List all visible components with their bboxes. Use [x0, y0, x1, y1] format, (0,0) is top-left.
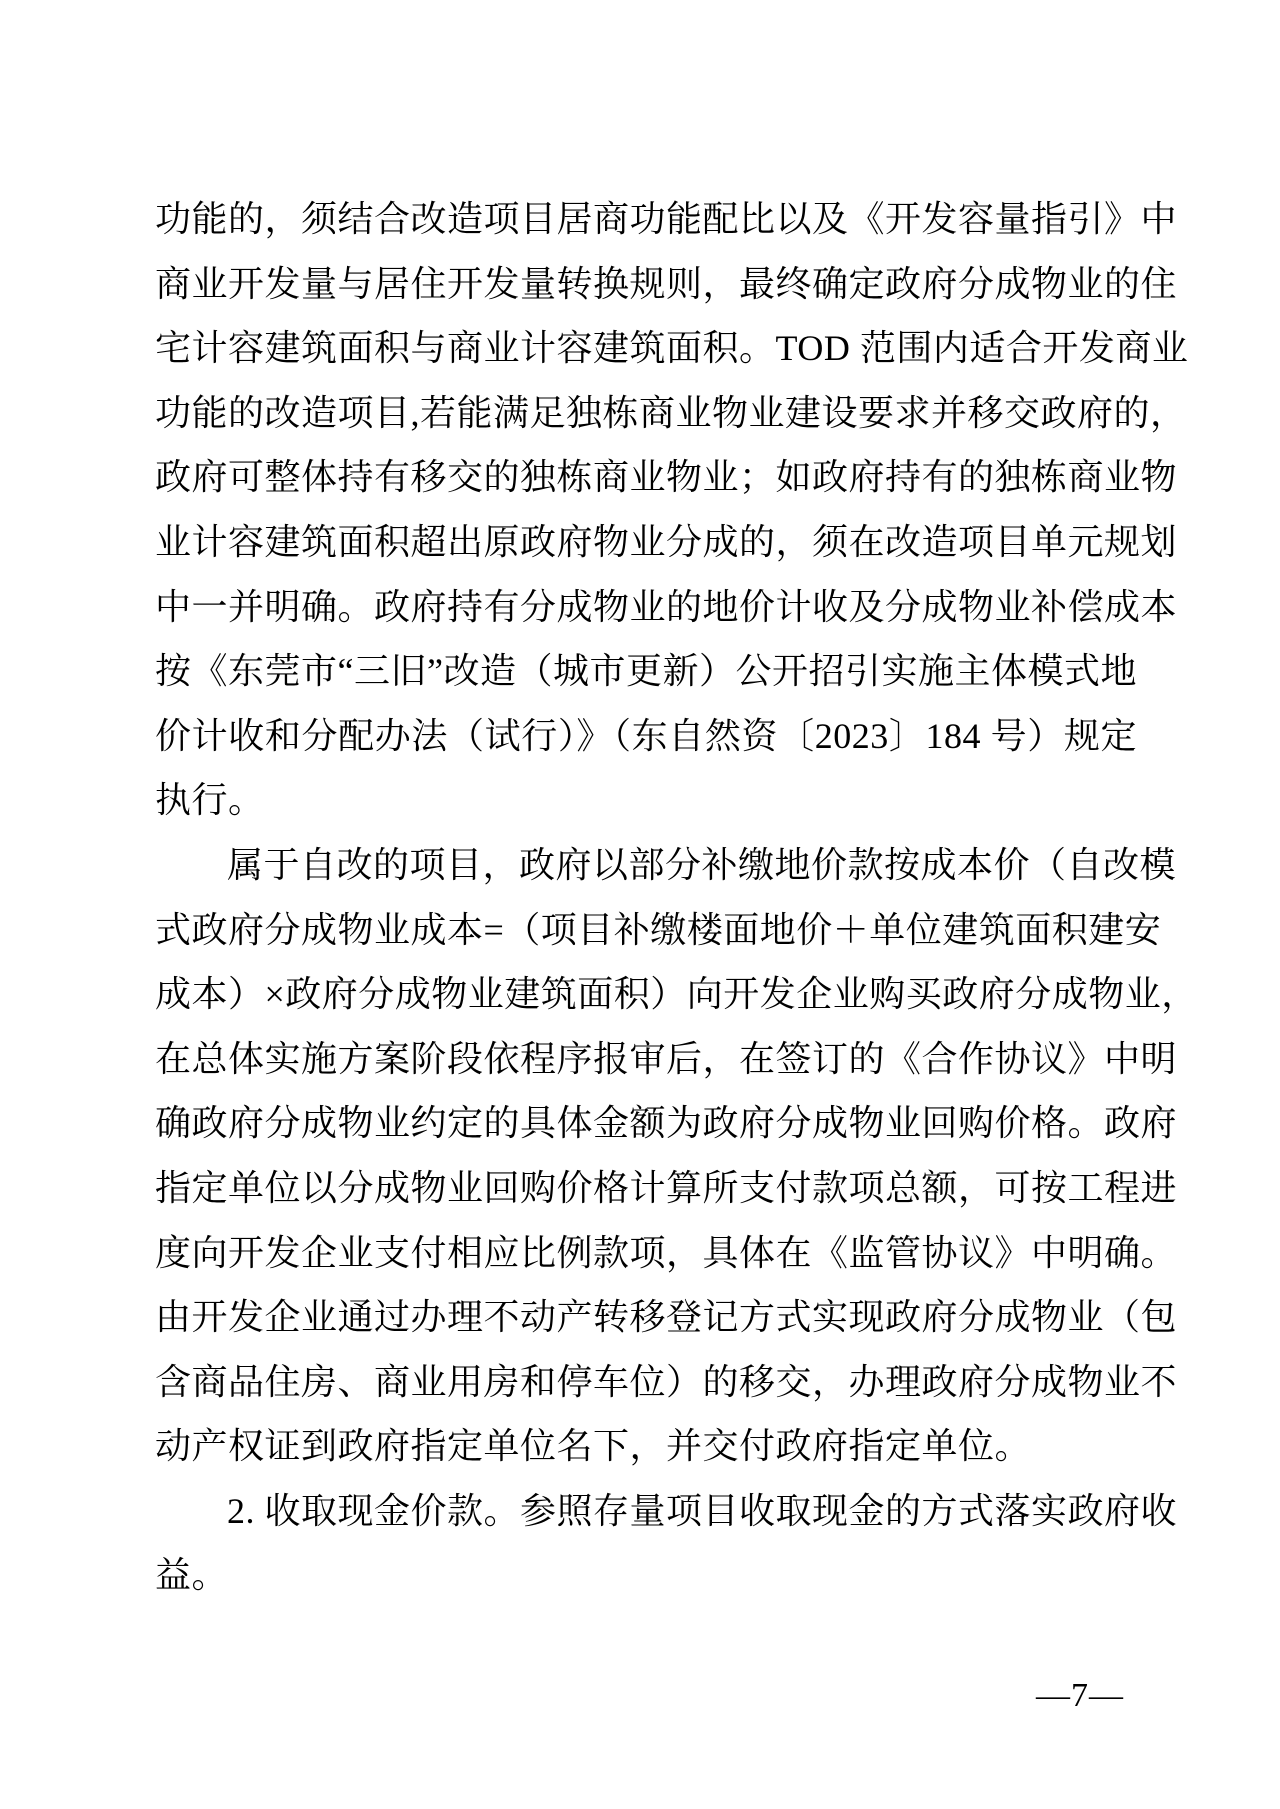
text-line: 中一并明确。政府持有分成物业的地价计收及分成物业补偿成本 — [155, 586, 1178, 627]
text-line: 功能的，须结合改造项目居商功能配比以及《开发容量指引》中 — [155, 199, 1178, 239]
text-line: 动产权证到政府指定单位名下，并交付政府指定单位。 — [155, 1426, 1032, 1467]
text-line: 功能的改造项目,若能满足独栋商业物业建设要求并移交政府的， — [155, 392, 1187, 433]
text-line: 价计收和分配办法（试行）》（东自然资〔2023〕184 号）规定 — [155, 715, 1137, 756]
document-body — [155, 187, 1198, 1608]
text-line: 按《东莞市“三旧”改造（城市更新）公开招引实施主体模式地 — [155, 651, 1137, 692]
text-line: 度向开发企业支付相应比例款项，具体在《监管协议》中明确。 — [155, 1232, 1178, 1273]
text-line: 属于自改的项目，政府以部分补缴地价款按成本价（自改模 — [227, 844, 1177, 885]
text-line: 益。 — [155, 1555, 229, 1596]
text-line: 含商品住房、商业用房和停车位）的移交，办理政府分成物业不 — [155, 1361, 1178, 1402]
text-line: 政府可整体持有移交的独栋商业物业；如政府持有的独栋商业物 — [155, 457, 1178, 498]
text-line: 式政府分成物业成本=（项目补缴楼面地价＋单位建筑面积建安 — [155, 909, 1162, 950]
text-line: 成本）×政府分成物业建筑面积）向开发企业购买政府分成物业， — [155, 974, 1198, 1015]
text-line: 执行。 — [155, 780, 265, 821]
text-line: 商业开发量与居住开发量转换规则，最终确定政府分成物业的住 — [155, 263, 1178, 304]
text-line: 业计容建筑面积超出原政府物业分成的，须在改造项目单元规划 — [155, 521, 1178, 562]
text-line: 宅计容建筑面积与商业计容建筑面积。TOD 范围内适合开发商业 — [155, 328, 1189, 369]
text-line: 确政府分成物业约定的具体金额为政府分成物业回购价格。政府 — [155, 1103, 1178, 1144]
page-number: —7— — [1036, 1677, 1124, 1714]
text-line: 2. 收取现金价款。参照存量项目收取现金的方式落实政府收 — [227, 1490, 1178, 1531]
text-line: 由开发企业通过办理不动产转移登记方式实现政府分成物业（包 — [155, 1297, 1178, 1338]
text-line: 指定单位以分成物业回购价格计算所支付款项总额，可按工程进 — [155, 1167, 1178, 1208]
text-line: 在总体实施方案阶段依程序报审后，在签订的《合作协议》中明 — [155, 1038, 1178, 1079]
